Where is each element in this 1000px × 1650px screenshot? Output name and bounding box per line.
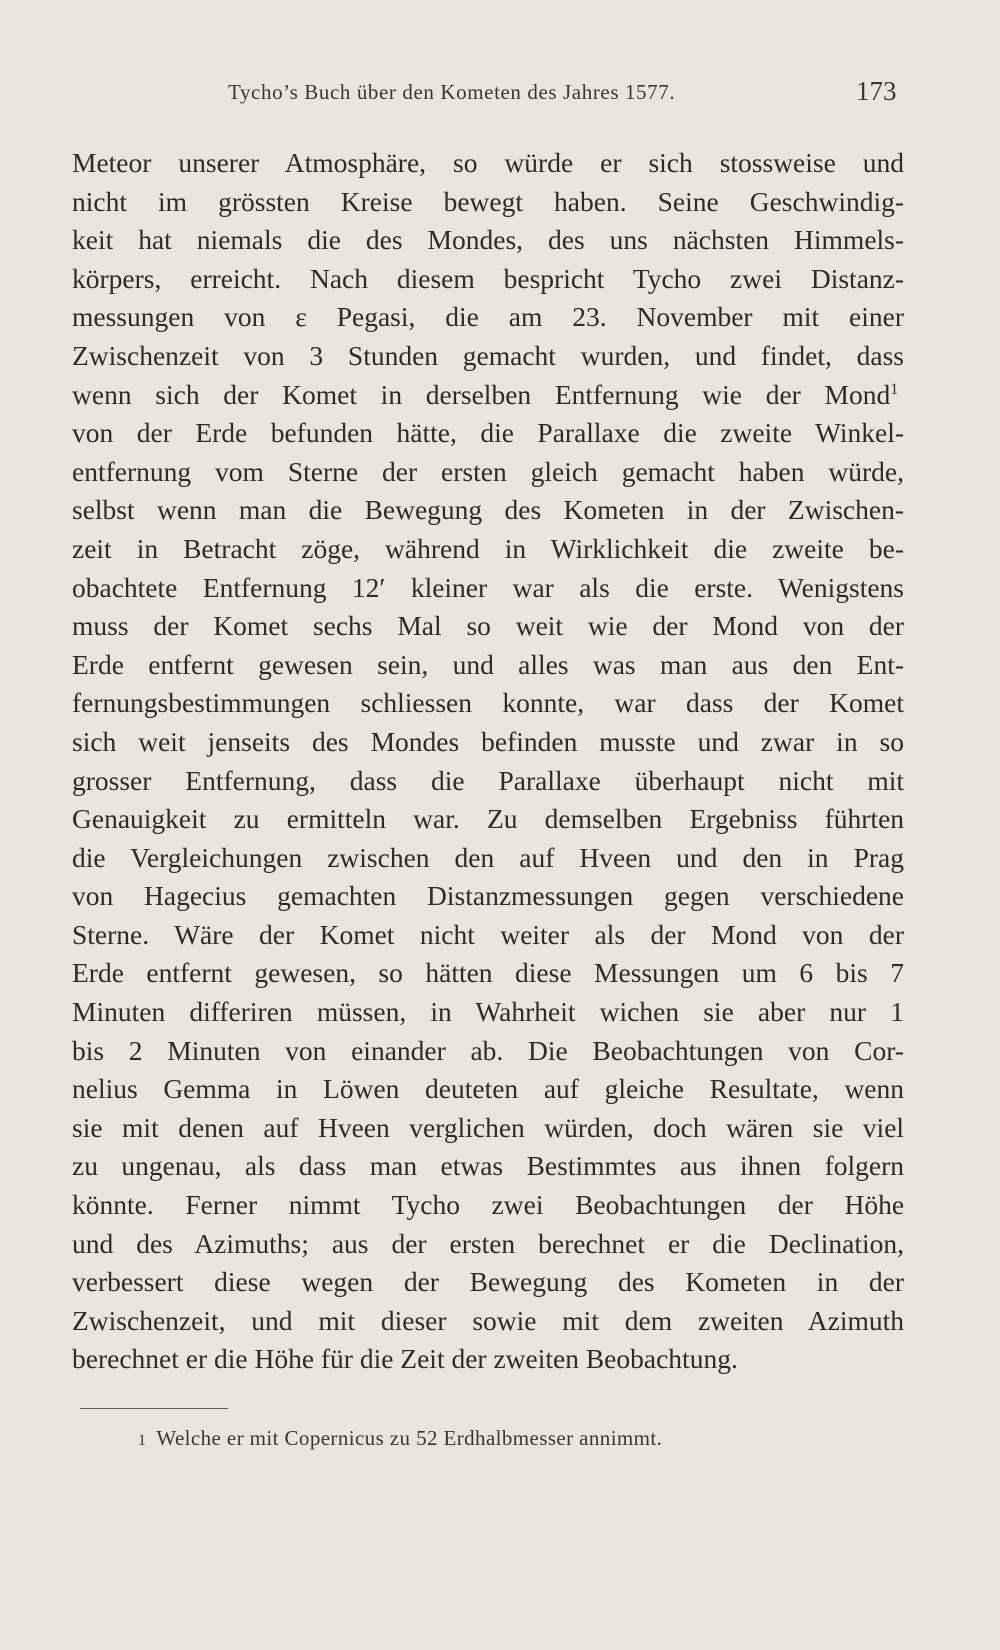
- footnote-number: 1: [138, 1432, 147, 1449]
- text-line: Minuten differiren müssen, in Wahrheit wichen sie aber nur 1: [72, 996, 904, 1028]
- text-line: Zwischenzeit, und mit dieser sowie mit dem zweiten Azimuth: [72, 1304, 904, 1336]
- text-line: Zwischenzeit von 3 Stunden gemacht wurden, und findet, dass: [72, 339, 904, 371]
- text-line: muss der Komet sechs Mal so weit wie der Mond von der: [72, 610, 905, 642]
- footnote: [138, 1426, 662, 1451]
- text-line: Sterne. Wäre der Komet nicht weiter als der Mond von der: [72, 918, 904, 950]
- running-head: [0, 76, 1000, 120]
- text-line: verbessert diese wegen der Bewegung des Kometen in der: [72, 1266, 905, 1298]
- text-line: grosser Entfernung, dass die Parallaxe überhaupt nicht mit: [72, 764, 905, 796]
- footnote-reference: 1: [890, 380, 899, 398]
- text-line: und des Azimuths; aus der ersten berechnet er die Declination,: [72, 1227, 904, 1259]
- text-line: fernungsbestimmungen schliessen konnte, war dass der Komet: [72, 687, 904, 719]
- text-line: obachtete Entfernung 12′ kleiner war als die erste. Wenigstens: [72, 571, 905, 603]
- text-line: sie mit denen auf Hveen verglichen würden, doch wären sie viel: [72, 1111, 905, 1143]
- text-line: Meteor unserer Atmosphäre, so würde er sich stossweise und: [72, 147, 905, 178]
- footnote-divider: [80, 1408, 228, 1409]
- text-line: von der Erde befunden hätte, die Parallaxe die zweite Winkel-: [72, 417, 905, 449]
- text-line: keit hat niemals die des Mondes, des uns nächsten Himmels-: [72, 224, 905, 256]
- text-line: messungen von ε Pegasi, die am 23. November mit einer: [72, 301, 904, 333]
- text-line: Erde entfernt gewesen sein, und alles was man aus den Ent-: [72, 648, 904, 680]
- text-line: berechnet er die Höhe für die Zeit der zweiten Beobachtung.: [72, 1343, 738, 1375]
- page-number: 173: [856, 76, 897, 106]
- text-line: zeit in Betracht zöge, während in Wirklichkeit die zweite be-: [72, 532, 904, 564]
- text-line: entfernung vom Sterne der ersten gleich gemacht haben würde,: [72, 455, 904, 487]
- text-line: Erde entfernt gewesen, so hätten diese Messungen um 6 bis 7: [72, 957, 904, 989]
- text-line: nicht im grössten Kreise bewegt haben. Seine Geschwindig-: [72, 185, 905, 217]
- text-line: könnte. Ferner nimmt Tycho zwei Beobachtungen der Höhe: [72, 1189, 905, 1221]
- text-line: Genauigkeit zu ermitteln war. Zu demselben Ergebniss führten: [72, 803, 905, 835]
- text-line: bis 2 Minuten von einander ab. Die Beobachtungen von Cor-: [72, 1034, 904, 1066]
- text-line: wenn sich der Komet in derselben Entfernung wie der Mond$^1$: [72, 378, 899, 410]
- text-line: selbst wenn man die Bewegung des Kometen in der Zwischen-: [72, 494, 904, 526]
- text-line: körpers, erreicht. Nach diesem bespricht Tycho zwei Distanz-: [72, 262, 905, 294]
- text-line: sich weit jenseits des Mondes befinden musste und zwar in so: [72, 725, 904, 757]
- body-text: [72, 144, 904, 1379]
- text-line: die Vergleichungen zwischen den auf Hveen und den in Prag: [72, 841, 904, 873]
- running-head-title: Tycho’s Buch über den Kometen des Jahres 1577.: [228, 80, 676, 104]
- text-line: von Hagecius gemachten Distanzmessungen gegen verschiedene: [72, 880, 904, 912]
- footnote-text: Welche er mit Copernicus zu 52 Erdhalbmesser annimmt.: [156, 1426, 663, 1450]
- text-line: zu ungenau, als dass man etwas Bestimmtes aus ihnen folgern: [72, 1150, 904, 1182]
- text-line: nelius Gemma in Löwen deuteten auf gleiche Resultate, wenn: [72, 1073, 905, 1105]
